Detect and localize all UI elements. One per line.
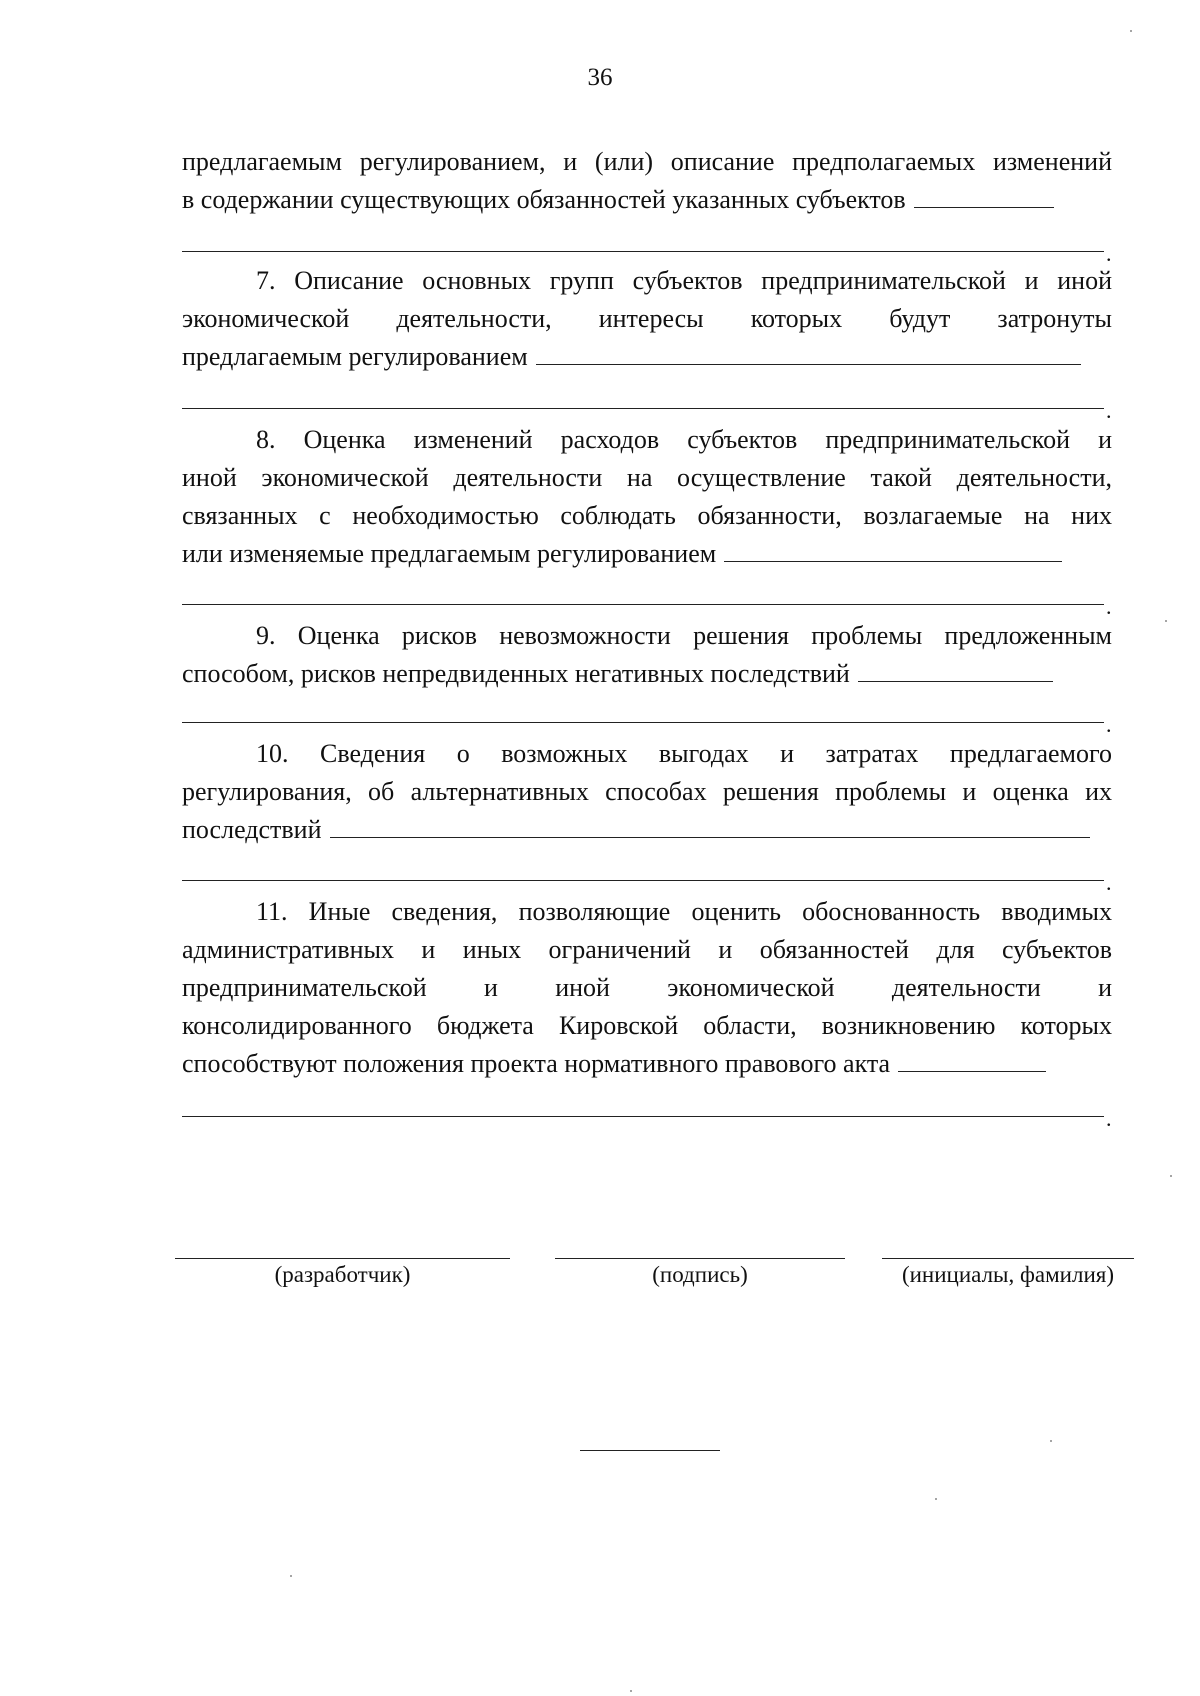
paragraph-item-9	[182, 617, 1112, 693]
developer-label: (разработчик)	[274, 1262, 411, 1287]
text-line: 8. Оценка изменений расходов субъектов предпринимательской и	[256, 425, 1112, 454]
scan-speck	[1130, 30, 1132, 32]
text-line: 10. Сведения о возможных выгодах и затратах предлагаемого	[256, 739, 1112, 768]
paragraph-item-7	[182, 262, 1112, 376]
text-line: 7. Описание основных групп субъектов предпринимательской и иной	[256, 266, 1112, 295]
paragraph-item-11	[182, 893, 1112, 1083]
scan-speck	[1170, 1175, 1172, 1177]
text-line: экономической деятельности, интересы которых будут затронуты	[182, 304, 1112, 333]
answer-line[interactable]	[182, 880, 1104, 881]
name-signature-line[interactable]	[882, 1258, 1134, 1259]
text-line: предпринимательской и иной экономической деятельности и	[182, 973, 1112, 1002]
text-line: 11. Иные сведения, позволяющие оценить обоснованность вводимых	[256, 897, 1112, 926]
answer-field[interactable]	[914, 183, 1054, 208]
text-line-content: в содержании существующих обязанностей указанных субъектов	[182, 185, 906, 214]
answer-line[interactable]	[182, 722, 1104, 723]
text-line	[182, 1045, 1112, 1083]
text-line	[182, 655, 1112, 693]
text-line-content: способом, рисков непредвиденных негативных последствий	[182, 659, 850, 688]
name-label: (инициалы, фамилия)	[901, 1262, 1115, 1287]
scan-speck	[1050, 1440, 1052, 1442]
answer-field[interactable]	[858, 657, 1053, 682]
answer-field[interactable]	[898, 1047, 1046, 1072]
scan-speck	[630, 1690, 632, 1692]
answer-line[interactable]	[182, 1116, 1104, 1117]
text-line: связанных с необходимостью соблюдать обязанности, возлагаемые на них	[182, 501, 1112, 530]
text-line	[182, 338, 1112, 376]
signature-label: (подпись)	[652, 1262, 748, 1287]
answer-field[interactable]	[330, 813, 1090, 838]
line-end-dot: .	[1106, 712, 1112, 737]
end-of-document-rule	[580, 1450, 720, 1451]
answer-field[interactable]	[536, 340, 1081, 365]
text-line: предлагаемым регулированием, и (или) описание предполагаемых изменений	[182, 147, 1112, 176]
text-line-content: последствий	[182, 815, 322, 844]
line-end-dot: .	[1106, 1106, 1112, 1131]
paragraph-intro	[182, 143, 1112, 219]
developer-signature-line[interactable]	[175, 1258, 510, 1259]
text-line: консолидированного бюджета Кировской области, возникновению которых	[182, 1011, 1112, 1040]
text-line	[182, 181, 1112, 219]
text-line-content: способствуют положения проекта нормативного правового акта	[182, 1049, 891, 1078]
answer-line[interactable]	[182, 251, 1104, 252]
paragraph-item-10	[182, 735, 1112, 849]
text-line: иной экономической деятельности на осуществление такой деятельности,	[182, 463, 1112, 492]
text-line: 9. Оценка рисков невозможности решения проблемы предложенным	[256, 621, 1112, 650]
text-line	[182, 811, 1112, 849]
line-end-dot: .	[1106, 241, 1112, 266]
text-line-content: или изменяемые предлагаемым регулированием	[182, 539, 717, 568]
answer-field[interactable]	[724, 537, 1062, 562]
signature-line[interactable]	[555, 1258, 845, 1259]
page-number: 36	[587, 64, 613, 91]
paragraph-item-8	[182, 421, 1112, 573]
text-line: административных и иных ограничений и обязанностей для субъектов	[182, 935, 1112, 964]
line-end-dot: .	[1106, 398, 1112, 423]
answer-line[interactable]	[182, 604, 1104, 605]
text-line: регулирования, об альтернативных способах решения проблемы и оценка их	[182, 777, 1112, 806]
line-end-dot: .	[1106, 870, 1112, 895]
text-line-content: предлагаемым регулированием	[182, 342, 528, 371]
text-line	[182, 535, 1112, 573]
line-end-dot: .	[1106, 594, 1112, 619]
scan-speck	[1165, 620, 1167, 622]
scan-speck	[290, 1575, 292, 1577]
answer-line[interactable]	[182, 408, 1104, 409]
scan-speck	[935, 1498, 937, 1500]
